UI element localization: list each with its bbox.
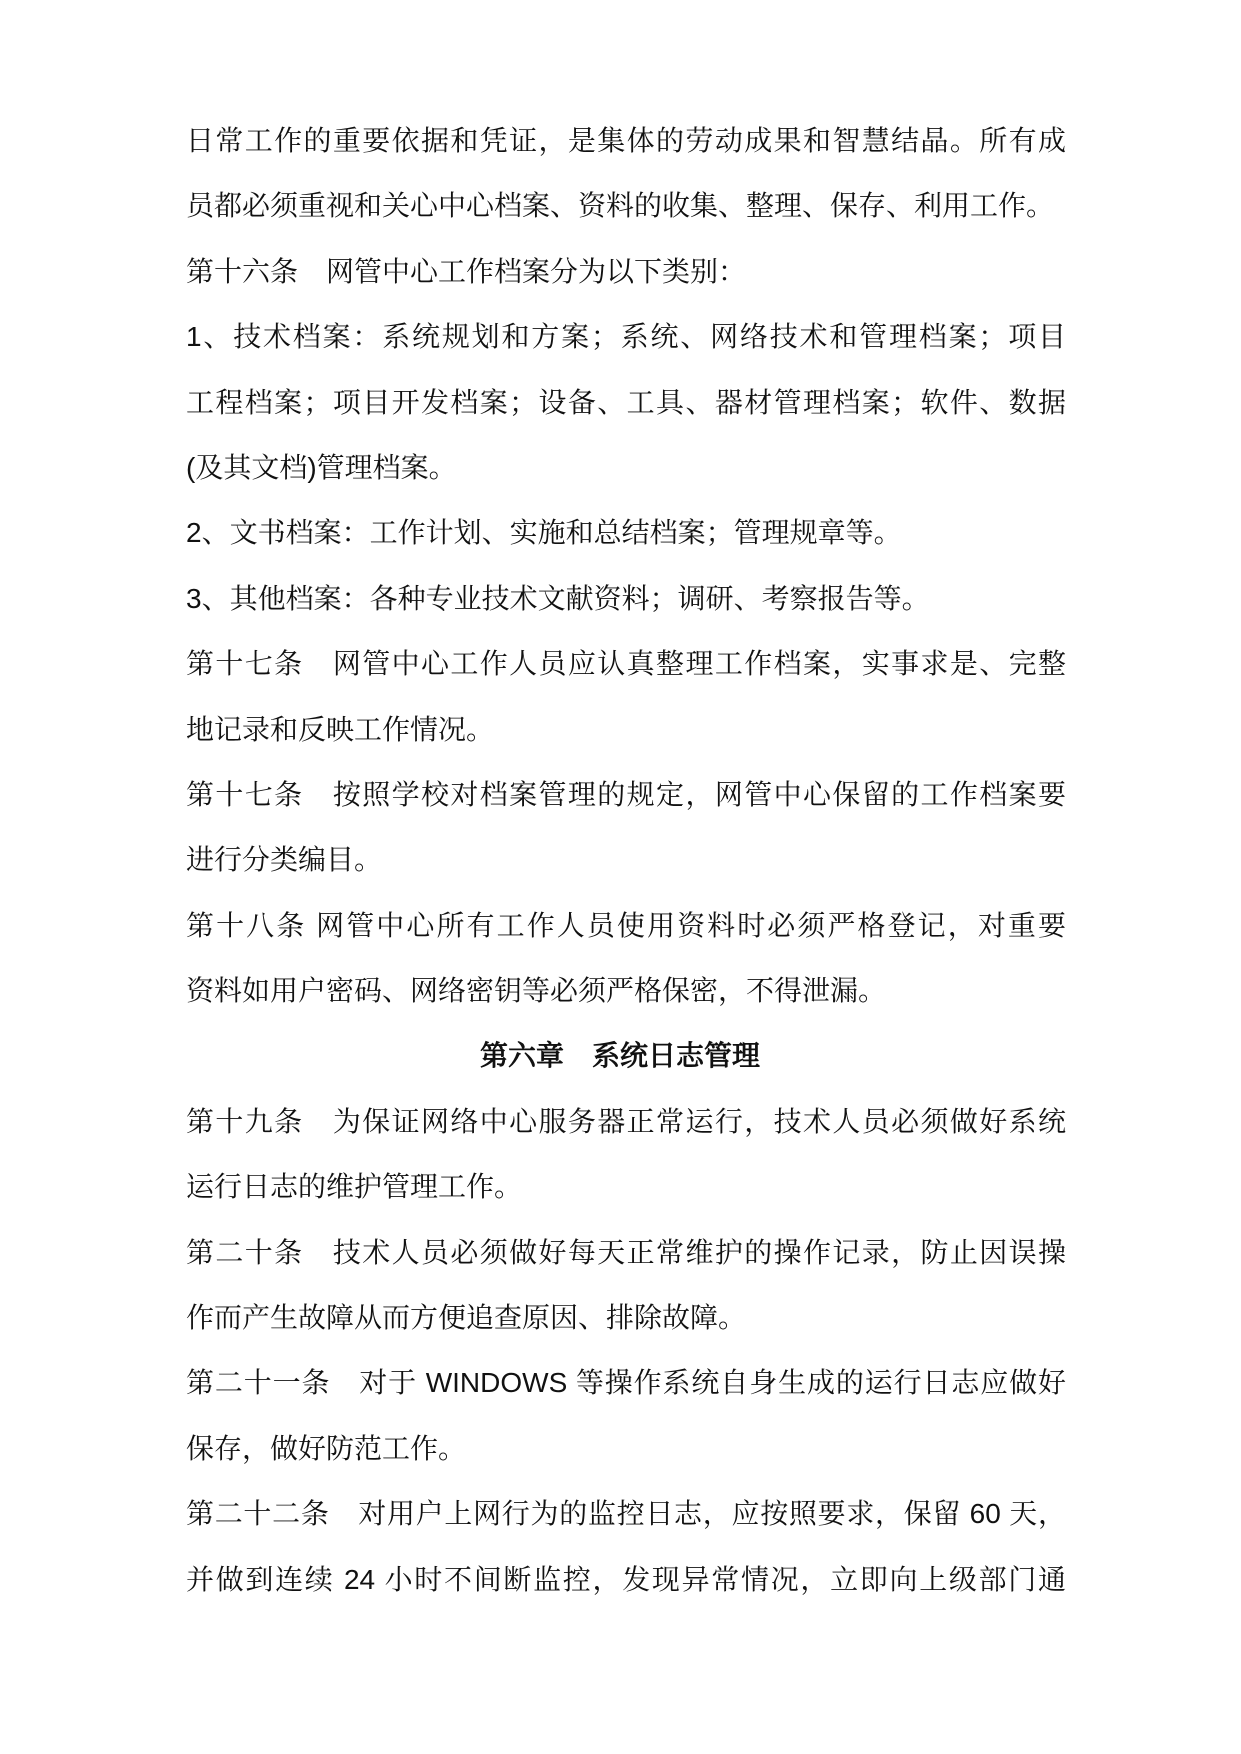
body-text — [186, 108, 1066, 1612]
text-line: 资料如用户密码、网络密钥等必须严格保密，不得泄漏。 — [186, 975, 887, 1007]
list-item-technical-archives — [186, 304, 1066, 500]
text-line: 第十八条 网管中心所有工作人员使用资料时必须严格登记，对重要 — [186, 909, 1066, 941]
text-line: 进行分类编目。 — [186, 844, 383, 876]
article-20 — [186, 1220, 1066, 1351]
text-line: 作而产生故障从而方便追查原因、排除故障。 — [186, 1302, 747, 1334]
article-16 — [186, 239, 1066, 304]
article-21 — [186, 1350, 1066, 1481]
article-18 — [186, 893, 1066, 1024]
text-line: 第十九条 为保证网络中心服务器正常运行，技术人员必须做好系统 — [186, 1105, 1066, 1137]
paragraph-archive-importance — [186, 108, 1066, 239]
chapter-heading: 第六章 系统日志管理 — [479, 1040, 760, 1072]
text-line: 保存，做好防范工作。 — [186, 1432, 467, 1464]
text-line: 1、技术档案：系统规划和方案；系统、网络技术和管理档案；项目 — [186, 321, 1066, 353]
article-22 — [186, 1481, 1066, 1612]
text-line: (及其文档)管理档案。 — [186, 451, 457, 483]
text-line: 日常工作的重要依据和凭证，是集体的劳动成果和智慧结晶。所有成 — [186, 125, 1066, 156]
text-line: 第十七条 按照学校对档案管理的规定，网管中心保留的工作档案要 — [186, 778, 1066, 810]
text-line: 第二十条 技术人员必须做好每天正常维护的操作记录，防止因误操 — [186, 1236, 1066, 1268]
list-item-other-archives — [186, 566, 1066, 631]
text-line: 地记录和反映工作情况。 — [186, 713, 495, 745]
text-line: 员都必须重视和关心中心档案、资料的收集、整理、保存、利用工作。 — [186, 190, 1055, 222]
text-line: 运行日志的维护管理工作。 — [186, 1171, 523, 1203]
text-line: 第十六条 网管中心工作档案分为以下类别： — [186, 255, 747, 287]
text-line: 3、其他档案：各种专业技术文献资料；调研、考察报告等。 — [186, 582, 930, 614]
text-line: 并做到连续 24 小时不间断监控，发现异常情况，立即向上级部门通 — [186, 1563, 1066, 1595]
article-17-a — [186, 631, 1066, 762]
text-line: 第二十一条 对于 WINDOWS 等操作系统自身生成的运行日志应做好 — [186, 1367, 1066, 1399]
article-17-b — [186, 762, 1066, 893]
list-item-document-archives — [186, 500, 1066, 565]
text-line: 第十七条 网管中心工作人员应认真整理工作档案，实事求是、完整 — [186, 648, 1066, 680]
text-line: 2、文书档案：工作计划、实施和总结档案；管理规章等。 — [186, 517, 902, 549]
text-line: 第二十二条 对用户上网行为的监控日志，应按照要求，保留 60 天， — [186, 1498, 1066, 1530]
article-19 — [186, 1089, 1066, 1220]
text-line: 工程档案；项目开发档案；设备、工具、器材管理档案；软件、数据 — [186, 386, 1066, 418]
